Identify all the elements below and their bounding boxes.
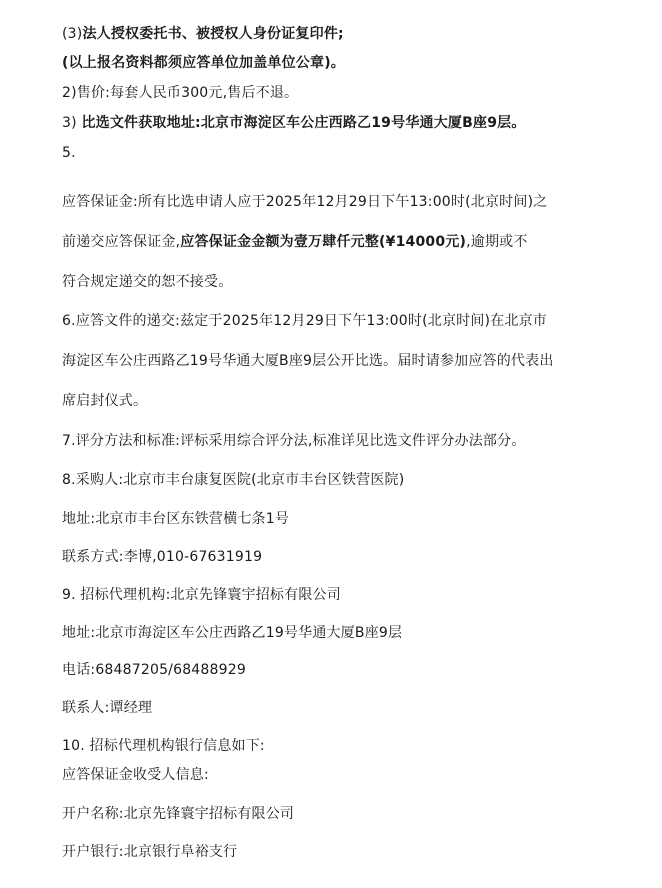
section8-address: 地址:北京市丰台区东铁营横七条1号: [62, 511, 290, 527]
section10-subtitle: 应答保证金收受人信息:: [62, 767, 209, 783]
section10-account-name: 开户名称:北京先锋寰宇招标有限公司: [62, 806, 295, 822]
deposit-paragraph-line1: 应答保证金:所有比选申请人应于2025年12月29日下午13:00时(北京时间)之: [62, 194, 548, 210]
deposit-amount: 应答保证金金额为壹万肆仟元整(¥14000元): [180, 234, 467, 250]
section8-contact: 联系方式:李博,010-67631919: [62, 549, 263, 565]
address-prefix: 3): [62, 115, 77, 131]
section6-line2: 海淀区车公庄西路乙19号华通大厦B座9层公开比选。届时请参加应答的代表出: [62, 353, 554, 369]
address-label: 比选文件获取地址:: [81, 115, 201, 131]
section9-contact: 联系人:谭经理: [62, 700, 153, 716]
item3-prefix: (3): [62, 26, 83, 42]
section10-title: 10. 招标代理机构银行信息如下:: [62, 738, 265, 754]
seal-note: (以上报名资料都须应答单位加盖单位公章)。: [62, 55, 345, 71]
item3-license-line: [62, 24, 344, 44]
price-line: 2)售价:每套人民币300元,售后不退。: [62, 85, 299, 101]
section6-line1: 6.应答文件的递交:兹定于2025年12月29日下午13:00时(北京时间)在北京市: [62, 313, 547, 329]
section10-bank: 开户银行:北京银行阜裕支行: [62, 844, 238, 860]
deposit-paragraph-line3: 符合规定递交的恕不接受。: [62, 274, 233, 290]
deposit-line2-a: 前递交应答保证金,: [62, 234, 181, 250]
deposit-paragraph-line2: [62, 232, 528, 252]
section6-line3: 席启封仪式。: [62, 393, 148, 409]
section9-agency: 9. 招标代理机构:北京先锋寰宇招标有限公司: [62, 587, 341, 603]
deposit-line2-c: ,逾期或不: [466, 234, 528, 250]
section5-number: 5.: [62, 145, 76, 161]
address-value: 北京市海淀区车公庄西路乙19号华通大厦B座9层。: [200, 115, 526, 131]
section8-buyer: 8.采购人:北京市丰台康复医院(北京市丰台区铁营医院): [62, 472, 405, 488]
item3-text: 法人授权委托书、被授权人身份证复印件;: [82, 26, 344, 42]
section7-scoring: 7.评分方法和标准:评标采用综合评分法,标准详见比选文件评分办法部分。: [62, 433, 526, 449]
address-line: [62, 113, 526, 133]
section9-phone: 电话:68487205/68488929: [62, 662, 246, 678]
section9-address: 地址:北京市海淀区车公庄西路乙19号华通大厦B座9层: [62, 625, 403, 641]
